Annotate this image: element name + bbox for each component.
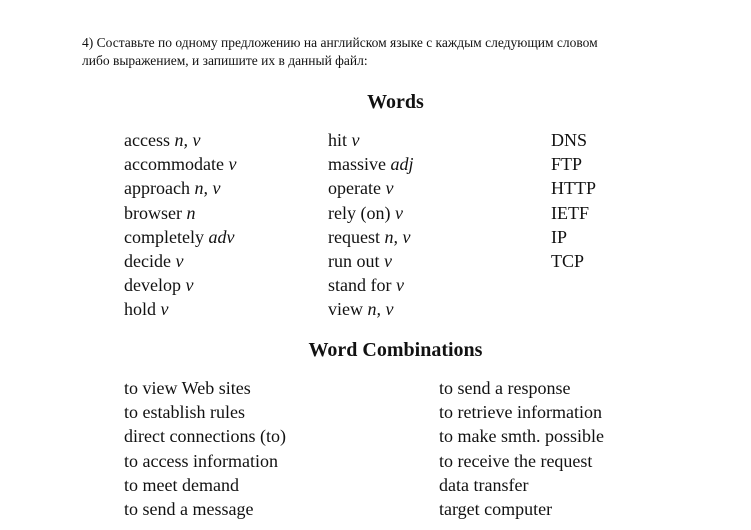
words-column-1 xyxy=(124,128,236,322)
word-text: view xyxy=(328,299,363,320)
words-heading: Words xyxy=(367,91,424,113)
combinations-column-right xyxy=(439,376,604,521)
word-entry xyxy=(328,128,414,152)
word-combinations-heading: Word Combinations xyxy=(308,339,483,361)
word-entry xyxy=(124,249,236,273)
combination-entry: to view Web sites xyxy=(124,378,251,398)
word-entry xyxy=(328,152,414,176)
word-text: develop xyxy=(124,275,181,296)
combination-entry: direct connections (to) xyxy=(124,426,286,447)
task-line-2: либо выражением, и запишите их в данный файл: xyxy=(82,53,368,68)
abbreviation-entry: FTP xyxy=(551,154,583,175)
part-of-speech: v xyxy=(394,202,403,223)
part-of-speech: adv xyxy=(208,226,235,247)
word-text: completely xyxy=(124,226,204,247)
part-of-speech: v xyxy=(160,299,169,320)
combination-entry: to make smth. possible xyxy=(439,426,604,447)
combination-entry: to send a response xyxy=(439,378,571,398)
word-text: hit xyxy=(328,130,348,150)
part-of-speech: v xyxy=(385,178,394,199)
abbreviation-entry: DNS xyxy=(551,130,588,150)
word-text: stand for xyxy=(328,275,392,296)
word-text: operate xyxy=(328,178,381,199)
abbreviation-entry: HTTP xyxy=(551,178,596,199)
word-text: decide xyxy=(124,251,171,272)
word-text: request xyxy=(328,226,380,247)
word-text: massive xyxy=(328,154,386,175)
combination-entry: to meet demand xyxy=(124,474,239,495)
combination-entry: to receive the request xyxy=(439,450,593,471)
word-entry xyxy=(124,152,236,176)
part-of-speech: v xyxy=(175,251,184,272)
part-of-speech: v xyxy=(228,154,237,175)
word-text: rely (on) xyxy=(328,202,391,223)
part-of-speech: n, v xyxy=(194,178,221,199)
word-entry xyxy=(124,225,236,249)
part-of-speech: v xyxy=(185,275,194,296)
word-text: accommodate xyxy=(124,154,224,175)
word-entry xyxy=(124,297,236,321)
words-column-2 xyxy=(328,128,414,322)
word-entry xyxy=(328,273,414,297)
abbreviation-entry: IETF xyxy=(551,202,589,223)
word-text: approach xyxy=(124,178,190,199)
abbreviations-column xyxy=(551,128,596,273)
part-of-speech: v xyxy=(395,275,404,296)
abbreviation-entry: IP xyxy=(551,226,568,247)
part-of-speech: n xyxy=(186,202,196,223)
part-of-speech: adj xyxy=(390,154,414,175)
combination-entry: to retrieve information xyxy=(439,402,602,423)
word-text: access xyxy=(124,130,170,150)
word-entry xyxy=(328,249,414,273)
word-entry xyxy=(124,176,236,200)
combination-entry: to send a message xyxy=(124,499,254,520)
word-entry xyxy=(328,297,414,321)
task-line-1: 4) Составьте по одному предложению на английском языке с каждым следующим словом xyxy=(82,35,598,50)
part-of-speech: n, v xyxy=(174,130,201,150)
word-entry xyxy=(124,201,236,225)
word-text: browser xyxy=(124,202,182,223)
word-text: run out xyxy=(328,251,380,272)
part-of-speech: v xyxy=(351,130,360,150)
combination-entry: data transfer xyxy=(439,474,529,495)
combination-entry: to establish rules xyxy=(124,402,245,423)
part-of-speech: v xyxy=(384,251,392,272)
word-entry xyxy=(124,128,236,152)
task-instruction xyxy=(82,34,732,70)
part-of-speech: n, v xyxy=(367,299,394,320)
combination-entry: to access information xyxy=(124,450,278,471)
word-entry xyxy=(124,273,236,297)
combinations-column-left xyxy=(124,376,286,521)
word-text: hold xyxy=(124,299,157,320)
combination-entry: target computer xyxy=(439,499,553,520)
abbreviation-entry: TCP xyxy=(551,251,585,272)
word-entry xyxy=(328,225,414,249)
word-entry xyxy=(328,176,414,200)
part-of-speech: n, v xyxy=(384,226,411,247)
word-entry xyxy=(328,201,414,225)
